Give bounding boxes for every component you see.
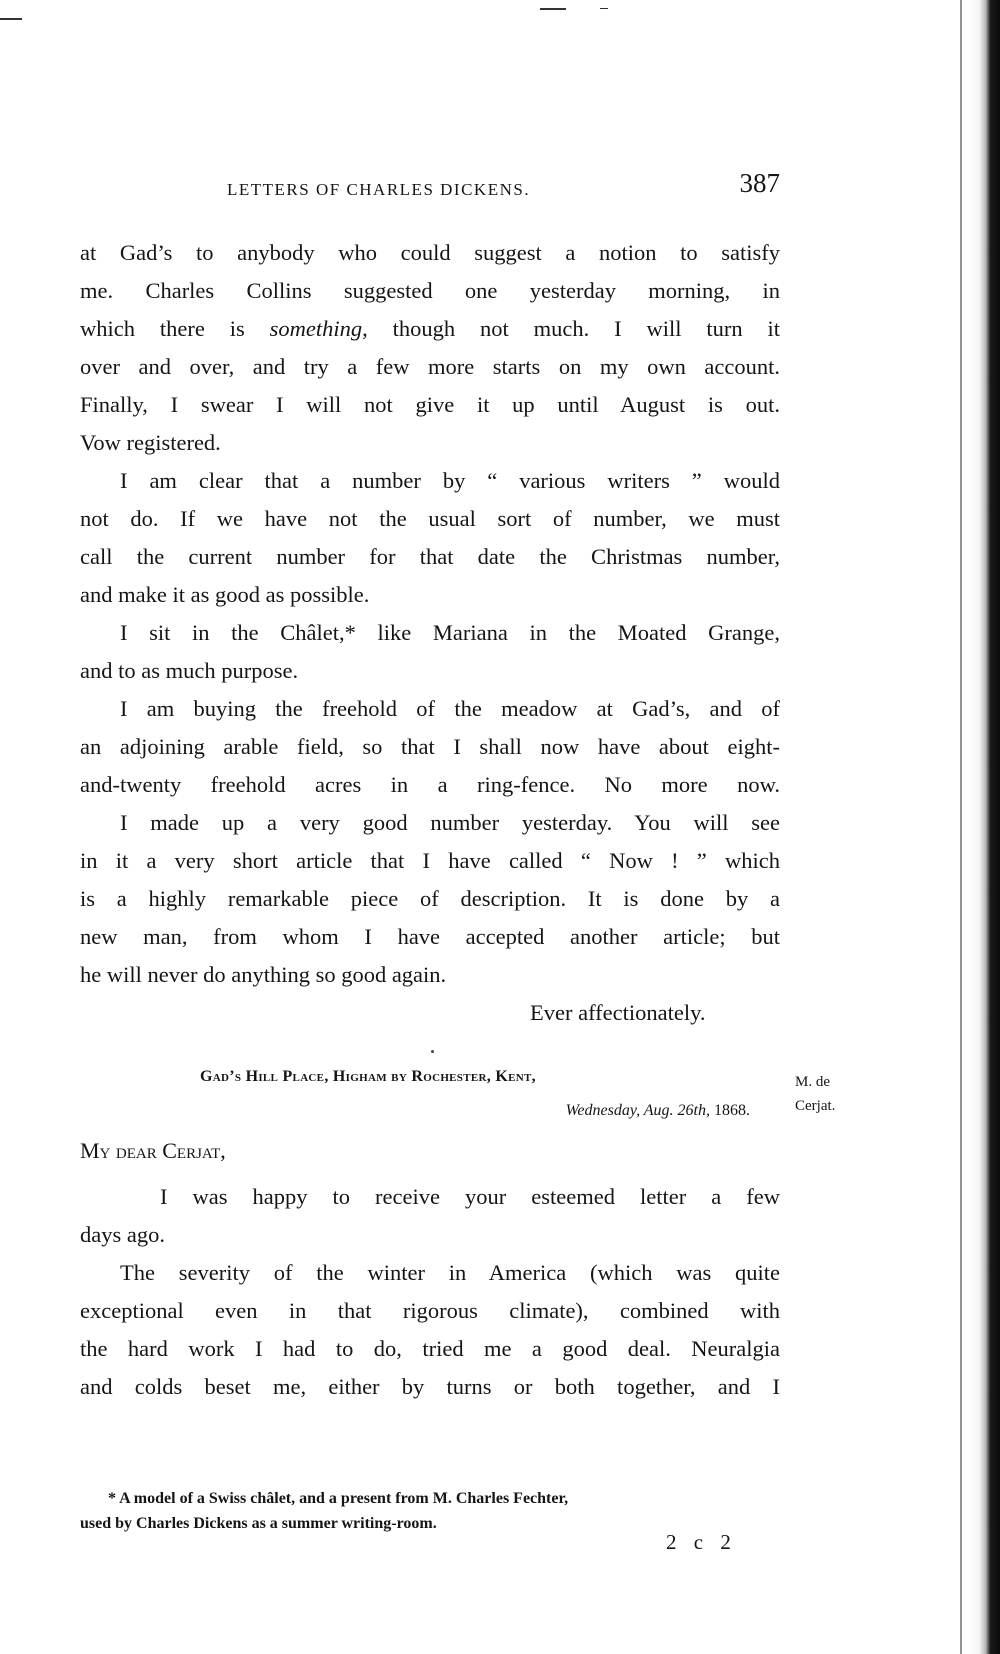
letter-date (566, 1102, 750, 1120)
running-title: LETTERS OF CHARLES DICKENS. (227, 180, 531, 199)
letter-body (80, 1178, 780, 1406)
text-line: I was happy to receive your esteemed letter a few (160, 1184, 780, 1209)
text-line: and-twenty freehold acres in a ring-fence. No more now. (80, 772, 780, 797)
margin-note-line: Cerjat. (795, 1098, 836, 1114)
text-line: at Gad’s to anybody who could suggest a notion to satisfy (80, 240, 780, 265)
closing-phrase: Ever affectionately. (530, 1000, 706, 1025)
text-line: new man, from whom I have accepted another article; but (80, 924, 780, 949)
text-line: exceptional even in that rigorous climate), combined with (80, 1298, 780, 1323)
text-line: which there is something, though not much. I will turn it (80, 316, 780, 341)
text-line: I sit in the Châlet,* like Mariana in the Moated Grange, (120, 620, 780, 645)
text-line: Finally, I swear I will not give it up until August is out. (80, 392, 780, 417)
page-binding-edge (968, 0, 1000, 1654)
date-year: 1868. (714, 1102, 750, 1119)
text-line: and make it as good as possible. (80, 582, 370, 607)
footnote-line: * A model of a Swiss châlet, and a present from M. Charles Fechter, (108, 1490, 569, 1507)
salutation: My dear Cerjat, (80, 1138, 226, 1163)
footnote (80, 1486, 780, 1536)
margin-note-line: M. de (795, 1074, 830, 1090)
text-line: The severity of the winter in America (which was quite (120, 1260, 780, 1285)
scan-artifact (600, 8, 608, 9)
letter-address (200, 1068, 760, 1086)
page-number: 387 (739, 168, 780, 198)
text-line: an adjoining arable field, so that I shall now have about eight- (80, 734, 780, 759)
text-line: and to as much purpose. (80, 658, 299, 683)
page-edge-line (960, 0, 962, 1654)
text-line: I am buying the freehold of the meadow at Gad’s, and of (120, 696, 780, 721)
printer-signature-mark: 2 c 2 (666, 1530, 737, 1554)
page-header (80, 168, 780, 208)
scan-artifact (540, 8, 566, 10)
footnote-line: used by Charles Dickens as a summer writing-room. (80, 1515, 437, 1532)
text-line: the hard work I had to do, tried me a good deal. Neuralgia (80, 1336, 780, 1361)
date-day: Wednesday, Aug. 26th, (565, 1102, 710, 1119)
text-line: days ago. (80, 1222, 165, 1247)
text-line: is a highly remarkable piece of description. It is done by a (80, 886, 780, 911)
text-line: I made up a very good number yesterday. You will see (120, 810, 780, 835)
text-line: and colds beset me, either by turns or both together, and I (80, 1374, 780, 1399)
text-line: I am clear that a number by “ various writers ” would (120, 468, 780, 493)
text-line: me. Charles Collins suggested one yesterday morning, in (80, 278, 780, 303)
margin-note (795, 1070, 865, 1118)
text-line: he will never do anything so good again. (80, 962, 447, 987)
text-line: in it a very short article that I have called “ Now ! ” which (80, 848, 780, 873)
text-line: not do. If we have not the usual sort of number, we must (80, 506, 780, 531)
address-text: Gad’s Hill Place, Higham by Rochester, Kent, (200, 1068, 536, 1085)
text-line: over and over, and try a few more starts on my own account. (80, 354, 780, 379)
text-line: Vow registered. (80, 430, 221, 455)
text-line: call the current number for that date the Christmas number, (80, 544, 780, 569)
scan-artifact (0, 18, 22, 20)
emphasis-text: something (269, 316, 363, 341)
separator-dot (431, 1050, 434, 1053)
letter-body-continued (80, 234, 780, 994)
